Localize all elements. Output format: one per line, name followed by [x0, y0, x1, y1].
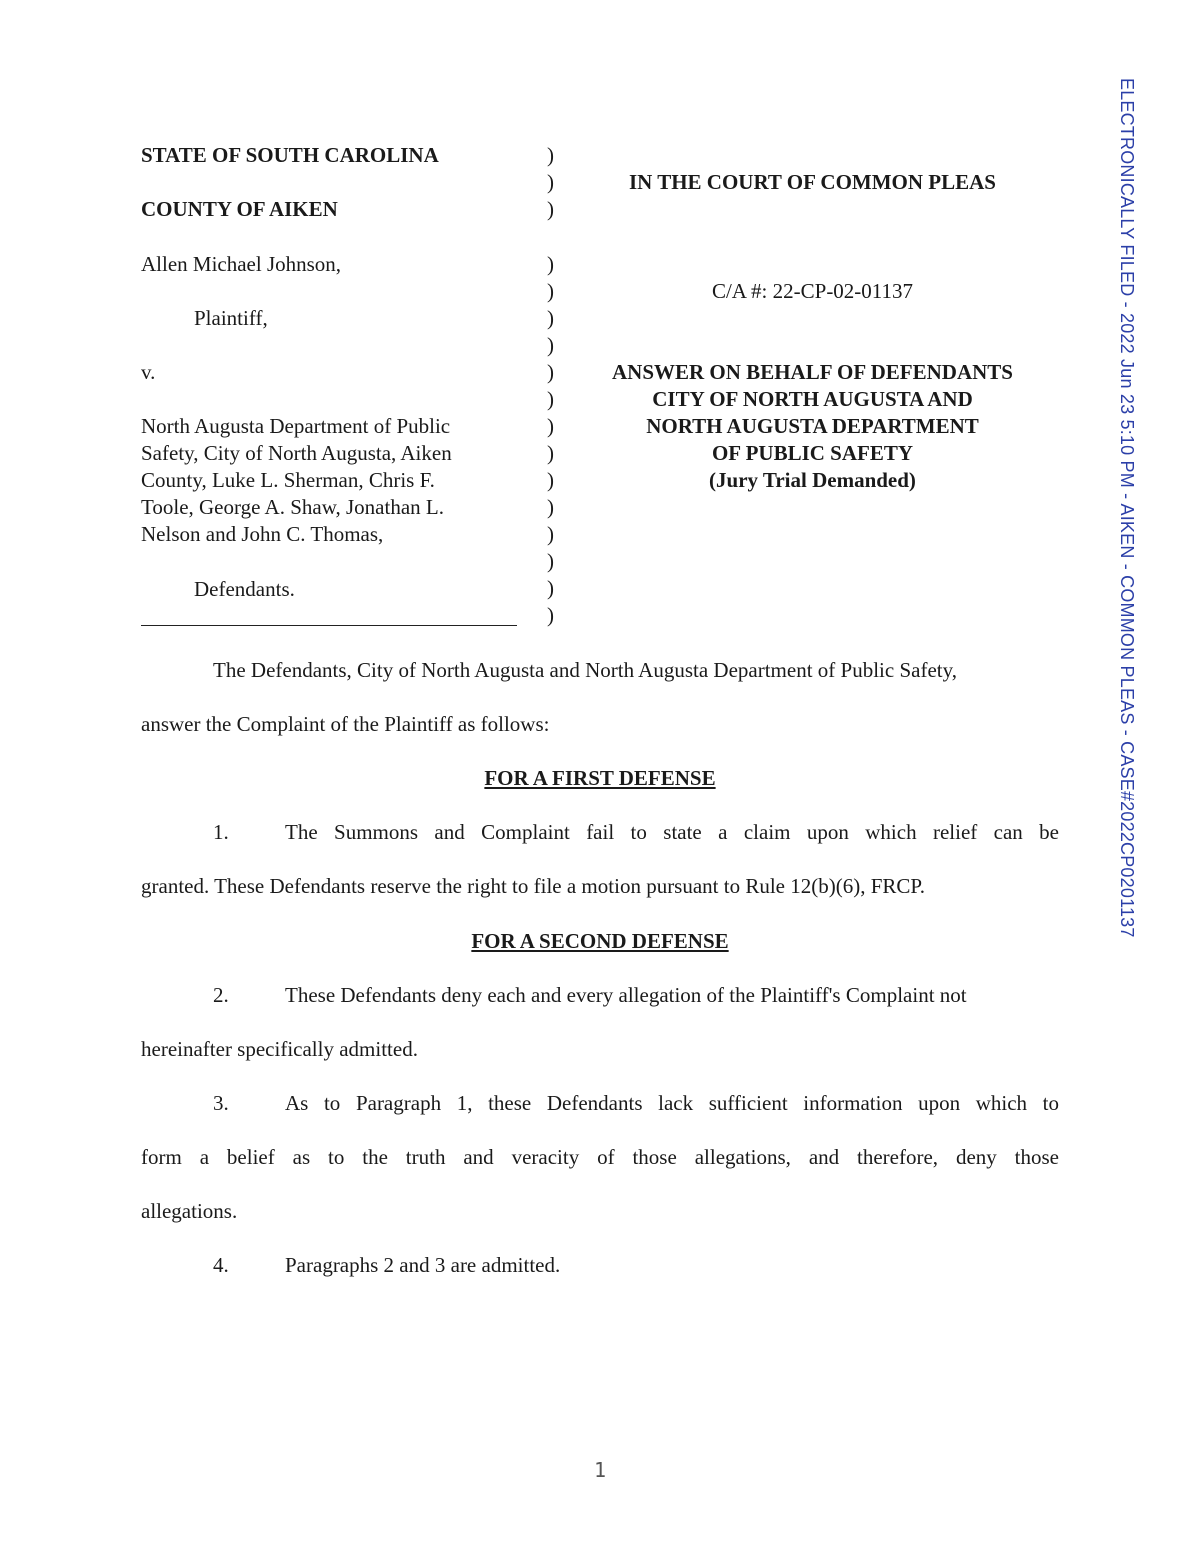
court-heading: IN THE COURT OF COMMON PLEAS: [629, 170, 996, 194]
defendants-label: Defendants.: [194, 577, 295, 601]
caption-paren: ): [547, 522, 554, 546]
defendants-line: County, Luke L. Sherman, Chris F.: [141, 468, 435, 492]
caption-paren: ): [547, 306, 554, 330]
defendants-line: Safety, City of North Augusta, Aiken: [141, 441, 452, 465]
paragraph-2-line-1: [213, 982, 1059, 1009]
paragraph-2-number: 2.: [213, 983, 229, 1007]
paragraph-4-text: Paragraphs 2 and 3 are admitted.: [285, 1253, 561, 1277]
caption-paren: ): [547, 279, 554, 303]
caption-paren: ): [547, 170, 554, 194]
caption-paren: ): [547, 468, 554, 492]
caption-paren: ): [547, 414, 554, 438]
defendants-line: Nelson and John C. Thomas,: [141, 522, 384, 546]
case-number: C/A #: 22-CP-02-01137: [711, 279, 914, 303]
state-heading: STATE OF SOUTH CAROLINA: [141, 143, 439, 167]
electronic-filing-stamp: ELECTRONICALLY FILED - 2022 Jun 23 5:10 PM - AIKEN - COMMON PLEAS - CASE#2022CP0201137: [1117, 78, 1137, 938]
caption-paren: ): [547, 603, 554, 627]
paragraph-1-line-2: granted. These Defendants reserve the right to file a motion pursuant to Rule 12(b)(6), FRCP.: [141, 874, 926, 898]
page-number: 1: [593, 1458, 607, 1482]
paragraph-1-line-1: [213, 819, 1059, 846]
defendants-line: Toole, George A. Shaw, Jonathan L.: [141, 495, 444, 519]
caption-paren: ): [547, 549, 554, 573]
intro-line-1: The Defendants, City of North Augusta and North Augusta Department of Public Safety,: [213, 658, 957, 682]
first-defense-heading: FOR A FIRST DEFENSE: [484, 766, 716, 790]
caption-paren: ): [547, 495, 554, 519]
caption-paren: ): [547, 576, 554, 600]
plaintiff-label: Plaintiff,: [194, 306, 268, 330]
caption-paren: ): [547, 387, 554, 411]
plaintiff-name: Allen Michael Johnson,: [141, 252, 342, 276]
defendants-list: [141, 413, 452, 548]
paragraph-3-number: 3.: [213, 1091, 229, 1115]
document-title-line: NORTH AUGUSTA DEPARTMENT: [646, 414, 979, 438]
document-title-line: CITY OF NORTH AUGUSTA AND: [652, 387, 973, 411]
paragraph-3-text: As to Paragraph 1, these Defendants lack sufficient information upon which to: [285, 1091, 1059, 1115]
caption-paren: ): [547, 441, 554, 465]
paragraph-2-line-2: hereinafter specifically admitted.: [141, 1037, 418, 1061]
paragraph-4: [213, 1252, 1059, 1279]
paragraph-2-text: These Defendants deny each and every allegation of the Plaintiff's Complaint not: [285, 983, 967, 1007]
paragraph-3-line-3: allegations.: [141, 1199, 238, 1223]
caption-underline: [141, 625, 517, 626]
intro-line-2: answer the Complaint of the Plaintiff as follows:: [141, 712, 550, 736]
document-title: [585, 359, 1040, 494]
county-heading: COUNTY OF AIKEN: [141, 197, 338, 221]
defendants-line: North Augusta Department of Public: [141, 414, 451, 438]
paragraph-3-line-2: form a belief as to the truth and veracity of those allegations, and therefore, deny those: [141, 1145, 1059, 1169]
caption-paren: ): [547, 197, 554, 221]
caption-paren: ): [547, 252, 554, 276]
paragraph-3-line-1: [213, 1090, 1059, 1117]
jury-trial-note: (Jury Trial Demanded): [709, 468, 916, 492]
versus-label: v.: [141, 360, 156, 384]
document-title-line: OF PUBLIC SAFETY: [711, 441, 914, 465]
second-defense-heading: FOR A SECOND DEFENSE: [471, 929, 729, 953]
caption-paren: ): [547, 360, 554, 384]
paragraph-1-number: 1.: [213, 820, 229, 844]
paragraph-4-number: 4.: [213, 1253, 229, 1277]
document-title-line: ANSWER ON BEHALF OF DEFENDANTS: [612, 360, 1013, 384]
paragraph-1-text: The Summons and Complaint fail to state a claim upon which relief can be: [285, 820, 1059, 844]
caption-paren: ): [547, 143, 554, 167]
caption-paren: ): [547, 333, 554, 357]
